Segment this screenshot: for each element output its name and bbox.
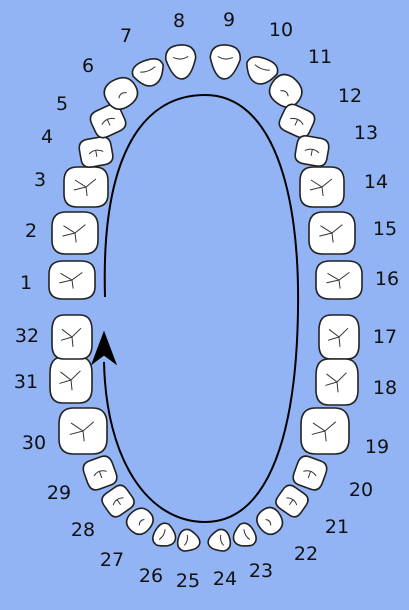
tooth-31 [50,357,92,403]
tooth-number-9: 9 [222,9,236,31]
tooth-number-16: 16 [374,268,400,290]
tooth-16 [316,261,362,299]
tooth-number-7: 7 [119,25,133,47]
tooth-number-22: 22 [293,543,319,565]
tooth-number-6: 6 [81,55,95,77]
tooth-number-26: 26 [138,565,164,587]
tooth-13 [294,134,330,167]
tooth-number-14: 14 [363,171,389,193]
tooth-number-1: 1 [19,272,33,294]
tooth-number-4: 4 [40,126,54,148]
tooth-number-18: 18 [372,377,398,399]
tooth-number-2: 2 [24,220,38,242]
tooth-15 [309,212,355,254]
tooth-number-27: 27 [99,549,125,571]
tooth-number-30: 30 [21,432,47,454]
tooth-17 [319,315,359,359]
tooth-number-10: 10 [268,19,294,41]
tooth-30 [59,408,107,454]
tooth-number-21: 21 [324,516,350,538]
tooth-number-13: 13 [353,122,379,144]
tooth-3 [64,167,108,207]
tooth-number-31: 31 [13,371,39,393]
tooth-number-25: 25 [175,570,201,592]
tooth-number-3: 3 [33,169,47,191]
tooth-14 [300,167,344,207]
tooth-2 [52,212,98,254]
tooth-32 [52,315,92,359]
tooth-number-24: 24 [212,568,238,590]
tooth-number-11: 11 [307,46,333,68]
tooth-4 [78,135,114,168]
tooth-18 [316,359,358,405]
tooth-number-8: 8 [172,10,186,32]
tooth-number-17: 17 [372,326,398,348]
tooth-number-32: 32 [14,325,40,347]
tooth-number-15: 15 [372,218,398,240]
tooth-number-28: 28 [70,519,96,541]
tooth-19 [301,408,349,454]
tooth-number-29: 29 [46,482,72,504]
tooth-number-5: 5 [55,93,69,115]
tooth-number-23: 23 [248,560,274,582]
tooth-number-12: 12 [337,85,363,107]
tooth-number-20: 20 [348,479,374,501]
tooth-number-19: 19 [364,436,390,458]
tooth-1 [49,261,95,299]
